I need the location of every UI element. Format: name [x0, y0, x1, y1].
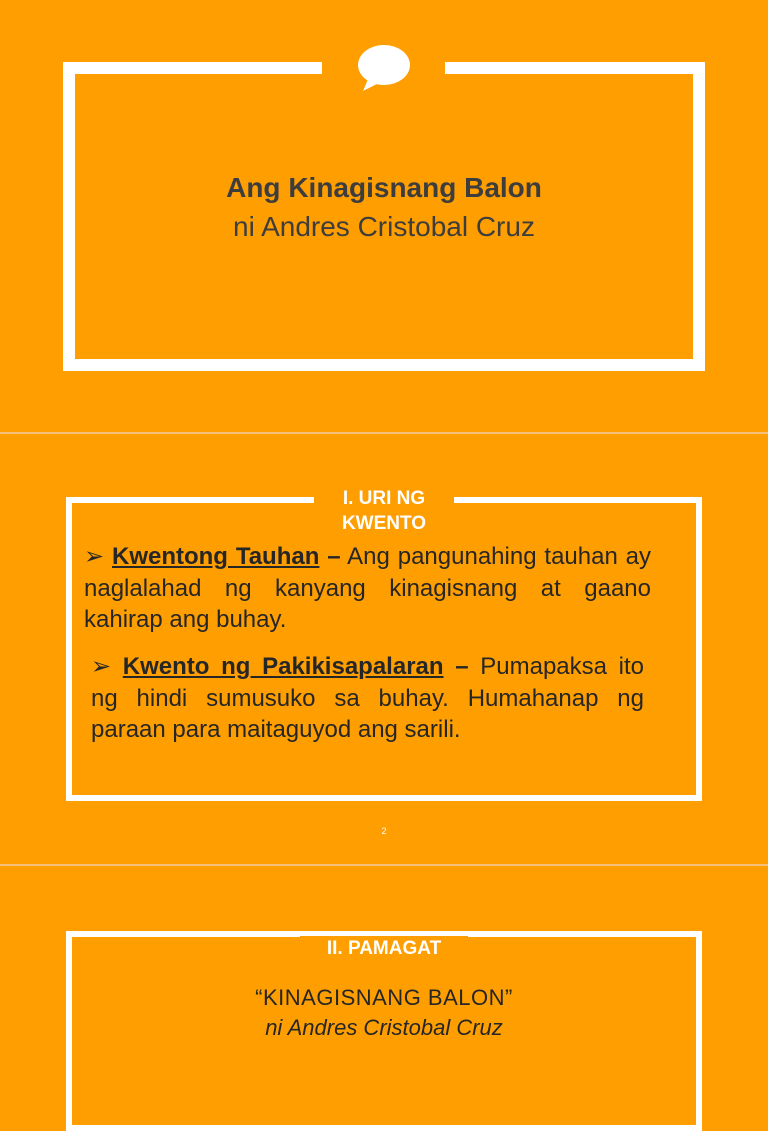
- term-definition: Ang pangunahing tauhan ay naglalahad ng kanyang kinagisnang at gaano kahirap ang buhay.: [84, 543, 652, 633]
- section-heading-line1: I. URI NG: [342, 488, 426, 509]
- page-number: 2: [381, 826, 387, 836]
- slide-author: ni Andres Cristobal Cruz: [233, 211, 535, 242]
- list-item: [91, 651, 644, 746]
- title-slide: [0, 0, 768, 432]
- term-label: Kwentong Tauhan: [111, 543, 320, 570]
- term-dash: –: [455, 653, 469, 680]
- term-dash: –: [327, 543, 341, 570]
- section-heading-line2: KWENTO: [341, 513, 427, 534]
- arrow-bullet-icon: ➢: [84, 543, 105, 570]
- slide-pamagat: [0, 866, 768, 1040]
- speech-bubble-icon: [357, 44, 411, 92]
- section-heading: II. PAMAGAT: [300, 936, 468, 966]
- story-title: “KINAGISNANG BALON”: [255, 985, 513, 1010]
- term-label: Kwento ng Pakikisapalaran: [122, 653, 444, 680]
- list-item: [84, 541, 651, 636]
- slide-uri-ng-kwento: [0, 434, 768, 864]
- term-definition: Pumapaksa ito ng hindi sumusuko sa buhay. Humahanap ng paraan para maitaguyod ang sarili.: [91, 653, 644, 743]
- arrow-bullet-icon: ➢: [91, 653, 112, 680]
- story-author: ni Andres Cristobal Cruz: [265, 1015, 503, 1040]
- section-heading: [314, 486, 454, 536]
- slide-title: Ang Kinagisnang Balon: [226, 172, 542, 203]
